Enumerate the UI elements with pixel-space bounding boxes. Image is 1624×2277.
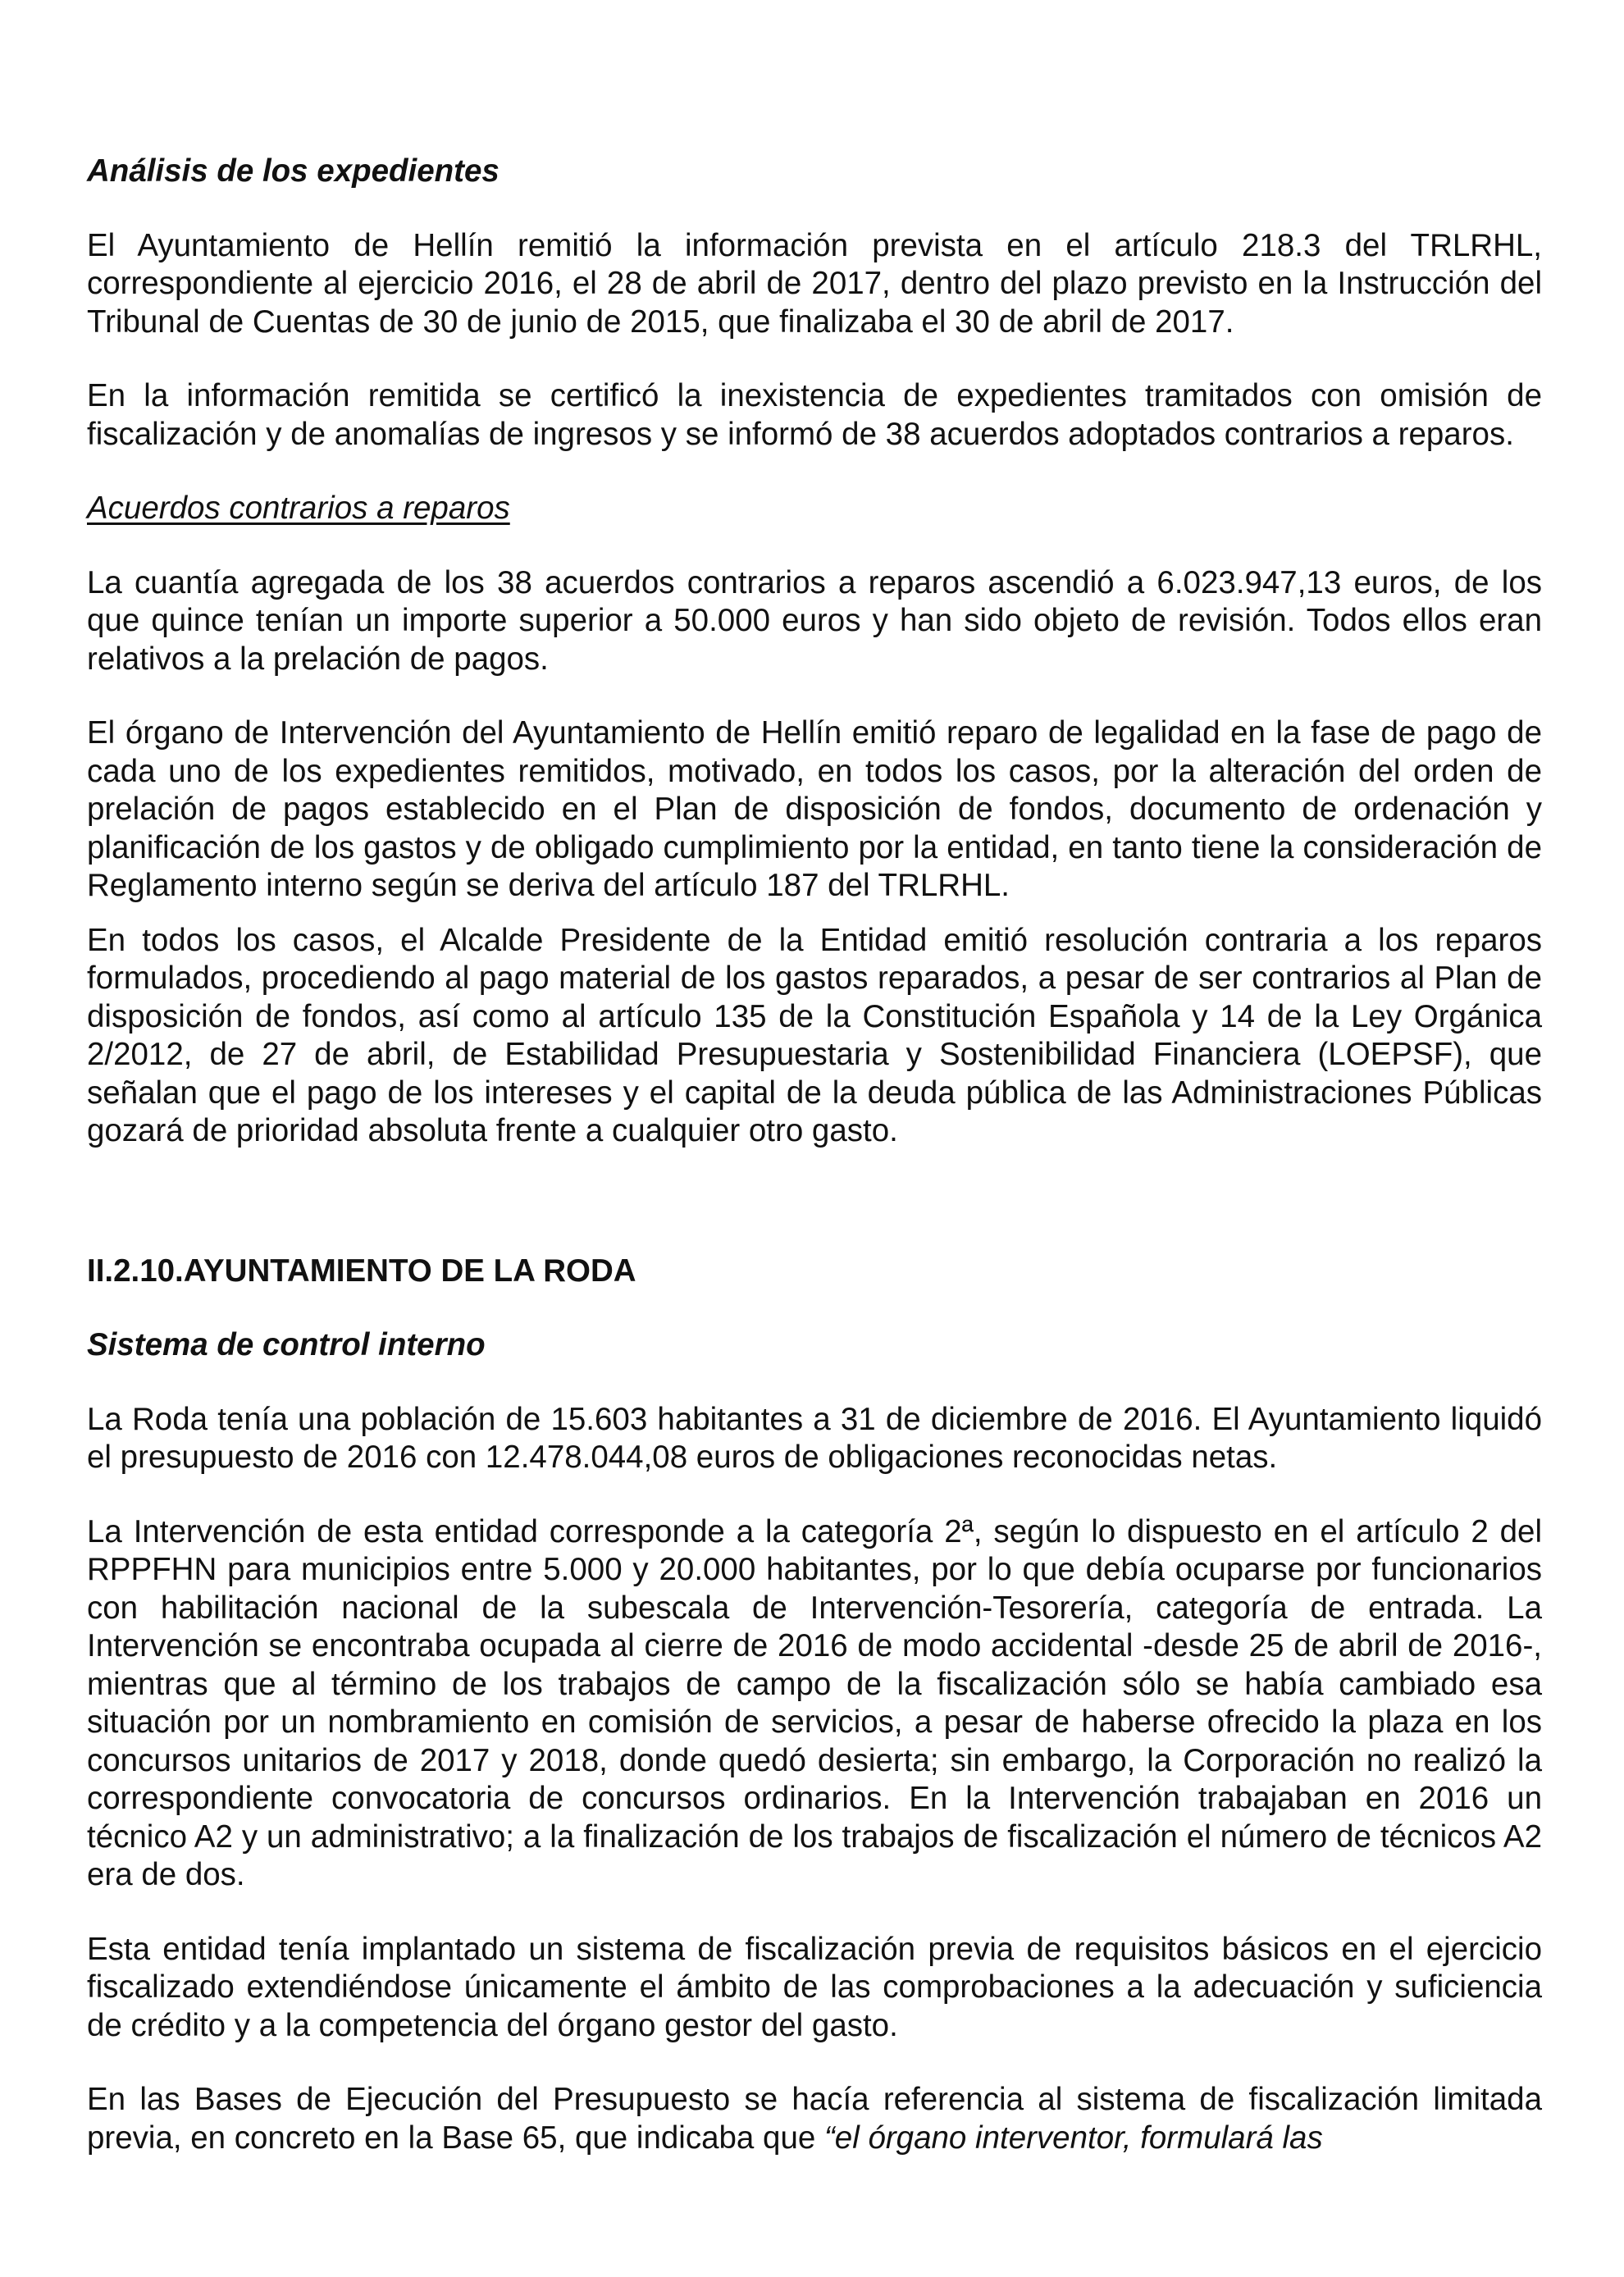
control-paragraph-4 [87, 2081, 1542, 2157]
acuerdos-paragraph-2: El órgano de Intervención del Ayuntamiento de Hellín emitió reparo de legalidad en la fase de pago de cada uno de los expedientes remitidos, motivado, en todos los casos, por la alteración del orden de prelación de pagos establecido en el Plan de disposición de fondos, documento de ordenación y planificación de los gastos y de obligado cumplimiento por la entidad, en tanto tiene la consideración de Reglamento interno según se deriva del artículo 187 del TRLRHL. [87, 715, 1542, 903]
control-paragraph-4-text: En las Bases de Ejecución del Presupuesto se hacía referencia al sistema de fiscalización limitada previa, en concreto en la Base 65, que indicaba que [87, 2082, 1542, 2156]
document-page [87, 153, 1542, 2157]
acuerdos-paragraph-3: En todos los casos, el Alcalde Presidente de la Entidad emitió resolución contraria a los reparos formulados, procediendo al pago material de los gastos reparados, a pesar de ser contrarios al Plan de disposición de fondos, así como al artículo 135 de la Constitución Española y 14 de la Ley Orgánica 2/2012, de 27 de abril, de Estabilidad Presupuestaria y Sostenibilidad Financiera (LOEPSF), que señalan que el pago de los intereses y el capital de la deuda pública de las Administraciones Públicas gozará de prioridad absoluta frente a cualquier otro gasto. [87, 922, 1542, 1148]
section-heading [87, 1253, 1542, 1291]
control-paragraph-4-quote: “el órgano interventor, formulará las [823, 2120, 1323, 2156]
control-heading: Sistema de control interno [87, 1327, 486, 1362]
section-number: II.2.10. [87, 1253, 184, 1289]
section-title: AYUNTAMIENTO DE LA RODA [183, 1253, 636, 1289]
analisis-paragraph-1: El Ayuntamiento de Hellín remitió la información prevista en el artículo 218.3 del TRLRHL, correspondiente al ejercicio 2016, el 28 de abril de 2017, dentro del plazo previsto en la Instrucción del Tribunal de Cuentas de 30 de junio de 2015, que finalizaba el 30 de abril de 2017. [87, 227, 1542, 340]
analisis-paragraph-2: En la información remitida se certificó la inexistencia de expedientes tramitados con omisión de fiscalización y de anomalías de ingresos y se informó de 38 acuerdos adoptados contrarios a reparos. [87, 378, 1542, 452]
acuerdos-paragraph-1: La cuantía agregada de los 38 acuerdos contrarios a reparos ascendió a 6.023.947,13 euros, de los que quince tenían un importe superior a 50.000 euros y han sido objeto de revisión. Todos ellos eran relativos a la prelación de pagos. [87, 564, 1542, 677]
control-paragraph-3: Esta entidad tenía implantado un sistema de fiscalización previa de requisitos básicos en el ejercicio fiscalizado extendiéndose únicamente el ámbito de las comprobaciones a la adecuación y suficiencia de crédito y a la competencia del órgano gestor del gasto. [87, 1931, 1542, 2043]
control-paragraph-2: La Intervención de esta entidad corresponde a la categoría 2ª, según lo dispuesto en el artículo 2 del RPPFHN para municipios entre 5.000 y 20.000 habitantes, por lo que debía ocuparse por funcionarios con habilitación nacional de la subescala de Intervención-Tesorería, categoría de entrada. La Intervención se encontraba ocupada al cierre de 2016 de modo accidental -desde 25 de abril de 2016-, mientras que al término de los trabajos de campo de la fiscalización sólo se había cambiado esa situación por un nombramiento en comisión de servicios, a pesar de haberse ofrecido la plaza en los concursos unitarios de 2017 y 2018, donde quedó desierta; sin embargo, la Corporación no realizó la correspondiente convocatoria de concursos ordinarios. En la Intervención trabajaban en 2016 un técnico A2 y un administrativo; a la finalización de los trabajos de fiscalización el número de técnicos A2 era de dos. [87, 1513, 1542, 1892]
acuerdos-heading: Acuerdos contrarios a reparos [87, 491, 510, 526]
analisis-heading: Análisis de los expedientes [87, 153, 500, 189]
control-paragraph-1: La Roda tenía una población de 15.603 habitantes a 31 de diciembre de 2016. El Ayuntamiento liquidó el presupuesto de 2016 con 12.478.044,08 euros de obligaciones reconocidas netas. [87, 1401, 1542, 1475]
